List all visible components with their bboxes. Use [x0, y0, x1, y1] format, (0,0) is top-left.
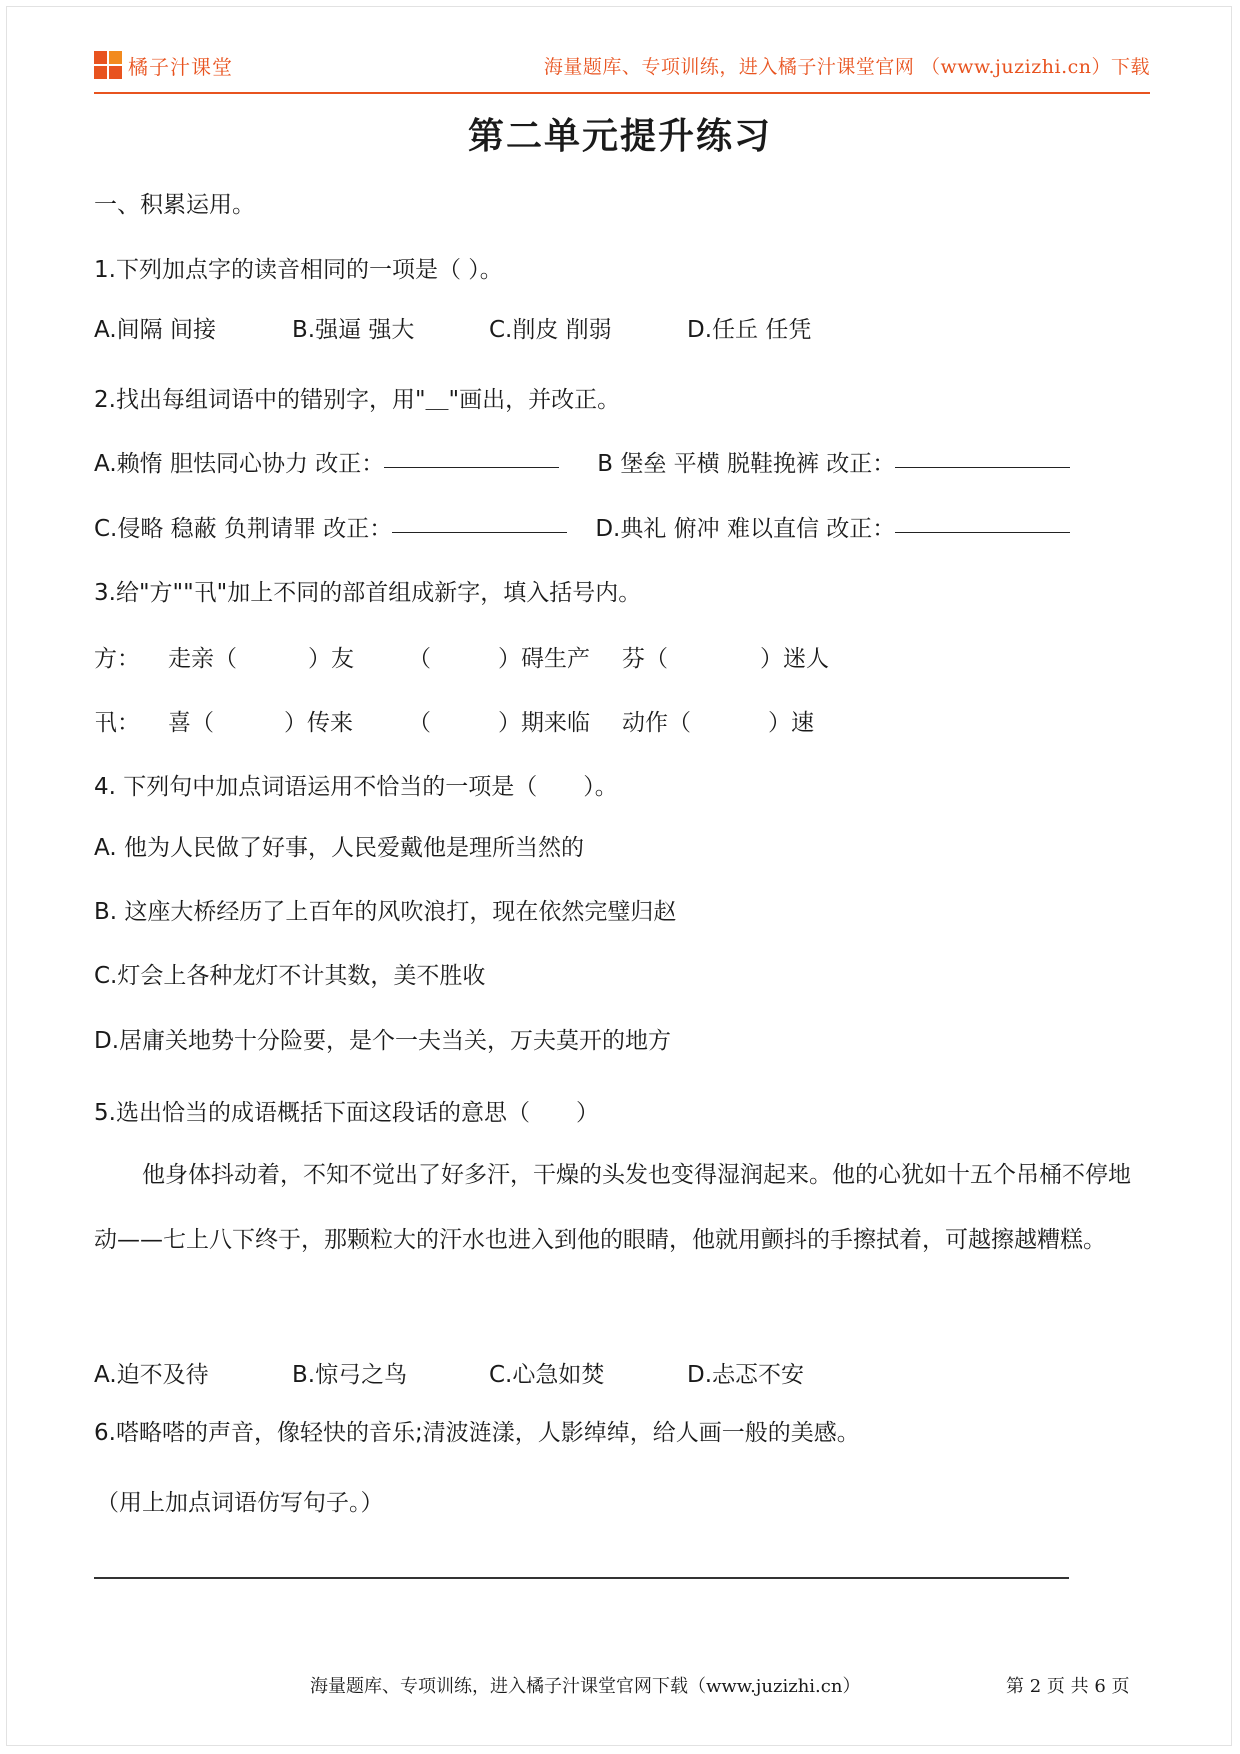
q3-row1-item3b: ）迷人: [760, 646, 829, 672]
q2-option-a: A.赖惰 胆怯同心协力 改正：: [94, 451, 385, 477]
q2-blank-d[interactable]: [895, 510, 1070, 533]
q2-stem: 2.找出每组词语中的错别字，用"＿"画出，并改正。: [94, 387, 621, 413]
q5-option-c: C.心急如焚: [489, 1362, 605, 1388]
q6-instruction: （用上加点词语仿写句子。）: [96, 1490, 384, 1516]
q4-option-b: B. 这座大桥经历了上百年的风吹浪打，现在依然完璧归赵: [94, 899, 677, 925]
q2-option-d: D.典礼 俯冲 难以直信 改正：: [595, 516, 896, 542]
logo-icon: [94, 51, 122, 79]
q5-option-d: D.忐忑不安: [687, 1362, 805, 1388]
header-rule: [94, 92, 1150, 94]
q2-row-2: [94, 510, 1070, 543]
q2-row-1: [94, 445, 1070, 478]
q3-row2-item1a: 喜（: [168, 710, 214, 736]
q3-row1-item1a: 走亲（: [168, 646, 237, 672]
q3-row2-item3b: ）速: [768, 710, 814, 736]
q1-option-b: B.强逼 强大: [292, 317, 415, 343]
q3-row2-item1b: ）传来: [284, 710, 353, 736]
q3-stem: 3.给"方""卂"加上不同的部首组成新字，填入括号内。: [94, 580, 642, 606]
q5-stem: 5.选出恰当的成语概括下面这段话的意思（ ）: [94, 1100, 599, 1126]
logo: [94, 51, 233, 80]
q1-option-a: A.间隔 间接: [94, 317, 216, 343]
q3-row2-item2b: ）期来临: [498, 710, 590, 736]
q2-option-c: C.侵略 稳蔽 负荆请罪 改正：: [94, 516, 393, 542]
q3-row1-item2a: （: [408, 646, 431, 672]
page-number: 第 2 页 共 6 页: [1006, 1676, 1130, 1697]
q4-option-c: C.灯会上各种龙灯不计其数，美不胜收: [94, 963, 486, 989]
q3-row2-item2a: （: [408, 710, 431, 736]
header-slogan: 海量题库、专项训练，进入橘子汁课堂官网 （www.juzizhi.cn）下载: [543, 55, 1150, 78]
q5-option-b: B.惊弓之鸟: [292, 1362, 408, 1388]
q3-row1-item2b: ）碍生产: [498, 646, 590, 672]
q3-row1-item3a: 芬（: [622, 646, 668, 672]
q3-row-1: [94, 640, 829, 673]
page-header: [94, 40, 1150, 90]
q5-option-a: A.迫不及待: [94, 1362, 209, 1388]
q5-passage: 他身体抖动着，不知不觉出了好多汗，干燥的头发也变得湿润起来。他的心犹如十五个吊桶不停地动——七上八下终于，那颗粒大的汗水也进入到他的眼睛，他就用颤抖的手擦拭着，可越擦越糟糕。: [94, 1162, 1131, 1253]
q2-blank-b[interactable]: [895, 445, 1070, 468]
q2-blank-c[interactable]: [392, 510, 567, 533]
q3-row-2: [94, 704, 814, 737]
q1-option-d: D.任丘 任凭: [687, 317, 812, 343]
q5-options: [94, 1356, 804, 1389]
q1-stem: 1.下列加点字的读音相同的一项是（ ）。: [94, 257, 503, 283]
logo-text: 橘子汁课堂: [128, 54, 233, 79]
q4-stem: 4. 下列句中加点词语运用不恰当的一项是（ ）。: [94, 774, 618, 800]
q2-option-b: B 堡垒 平横 脱鞋挽裤 改正：: [597, 451, 896, 477]
q3-row2-label: 卂：: [94, 710, 140, 736]
page-title: 第二单元提升练习: [467, 116, 772, 157]
q3-row1-label: 方：: [94, 646, 140, 672]
q3-row2-item3a: 动作（: [622, 710, 691, 736]
footer-text: 海量题库、专项训练，进入橘子汁课堂官网下载（www.juzizhi.cn）: [310, 1676, 861, 1697]
q6-stem: 6.嗒略嗒的声音，像轻快的音乐;清波涟漾，人影绰绰，给人画一般的美感。: [94, 1420, 860, 1446]
q4-option-d: D.居庸关地势十分险要，是个一夫当关，万夫莫开的地方: [94, 1028, 672, 1054]
q2-blank-a[interactable]: [384, 445, 559, 468]
q3-row1-item1b: ）友: [308, 646, 354, 672]
q4-option-a: A. 他为人民做了好事，人民爱戴他是理所当然的: [94, 835, 584, 861]
section-heading: 一、积累运用。: [94, 192, 255, 218]
q6-answer-line[interactable]: [94, 1577, 1069, 1579]
q1-options: [94, 311, 811, 344]
q1-option-c: C.削皮 削弱: [489, 317, 612, 343]
